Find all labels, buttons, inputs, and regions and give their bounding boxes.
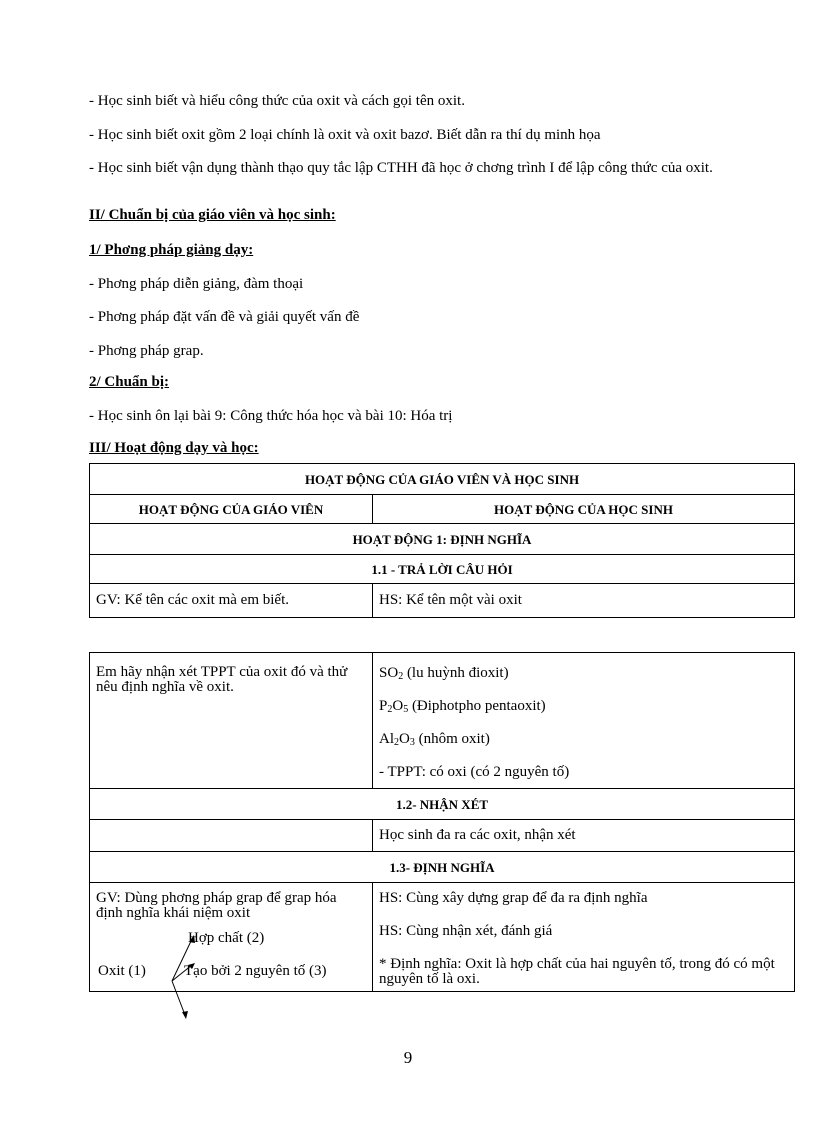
oxit-grap-diagram <box>96 921 366 985</box>
so2-line: $SO_2$ (lu huỳnh đioxit) <box>379 665 509 682</box>
student-answer-1: HS: Kể tên một vài oxit <box>373 584 795 618</box>
method-1: - Phơng pháp diễn giảng, đàm thoại <box>89 276 304 292</box>
step-1-2-teacher <box>90 820 373 852</box>
teacher-question-1: GV: Kể tên các oxit mà em biết. <box>90 584 373 618</box>
p2o5-line: $P_2O_5$ (Điphotpho pentaoxit) <box>379 698 546 715</box>
student-grap-cell <box>373 883 795 992</box>
step-1-2-student: Học sinh đa ra các oxit, nhận xét <box>373 820 795 852</box>
header-teacher: HOẠT ĐỘNG CỦA GIÁO VIÊN <box>90 495 373 524</box>
teacher-grap-cell <box>90 883 373 992</box>
section-2-heading: II/ Chuẩn bị của giáo viên và học sinh: <box>89 207 336 223</box>
activity-table-2 <box>89 652 795 992</box>
objective-1: - Học sinh biết và hiểu công thức của oxit và cách gọi tên oxit. <box>89 93 465 109</box>
header-all: HOẠT ĐỘNG CỦA GIÁO VIÊN VÀ HỌC SINH <box>90 464 795 495</box>
prep-heading: 2/ Chuẩn bị: <box>89 374 170 390</box>
tppt-line: - TPPT: có oxi (có 2 nguyên tố) <box>379 764 570 780</box>
definition-text: * Định nghĩa: Oxit là hợp chất của hai nguyên tố, trong đó có một nguyên tố là oxi. <box>379 956 775 987</box>
method-2: - Phơng pháp đặt vấn đề và giải quyết vấn đề <box>89 309 360 325</box>
section-3-heading: III/ Hoạt động dạy và học: <box>89 440 259 456</box>
page-number: 9 <box>403 1048 413 1067</box>
objective-3: - Học sinh biết vận dụng thành thạo quy tắc lập CTHH đã học ở chơng trình I để lập công thức của oxit. <box>89 160 713 176</box>
student-oxit-list <box>373 653 795 789</box>
step-1-1-title: 1.1 - TRẢ LỜI CÂU HỎI <box>90 555 795 584</box>
student-grap-1: HS: Cùng xây dựng grap để đa ra định nghĩa <box>379 890 648 906</box>
prep-text: - Học sinh ôn lại bài 9: Công thức hóa học và bài 10: Hóa trị <box>89 408 453 424</box>
method-3: - Phơng pháp grap. <box>89 343 204 359</box>
objective-2: - Học sinh biết oxit gồm 2 loại chính là oxit và oxit bazơ. Biết dẫn ra thí dụ minh họa <box>89 127 601 143</box>
activity-table-1 <box>89 463 795 618</box>
activity-1-title: HOẠT ĐỘNG 1: ĐỊNH NGHĨA <box>90 524 795 555</box>
oxit-label: Oxit (1) <box>98 963 146 979</box>
al2o3-line: $Al_2O_3$ (nhôm oxit) <box>379 731 490 748</box>
compound-label: Hợp chất (2) <box>188 930 265 946</box>
step-1-3-title: 1.3- ĐỊNH NGHĨA <box>90 852 795 883</box>
made-of-label: Tạo bởi 2 nguyên tố (3) <box>184 963 327 979</box>
step-1-2-title: 1.2- NHẬN XÉT <box>90 789 795 820</box>
teacher-question-2: Em hãy nhận xét TPPT của oxit đó và thử nêu định nghĩa về oxit. <box>90 653 373 789</box>
header-student: HOẠT ĐỘNG CỦA HỌC SINH <box>373 495 795 524</box>
teacher-grap-text: GV: Dùng phơng pháp grap để grap hóa định nghĩa khái niệm oxit <box>96 890 337 921</box>
methods-heading: 1/ Phơng pháp giảng dạy: <box>89 242 254 258</box>
student-grap-2: HS: Cùng nhận xét, đánh giá <box>379 923 553 939</box>
